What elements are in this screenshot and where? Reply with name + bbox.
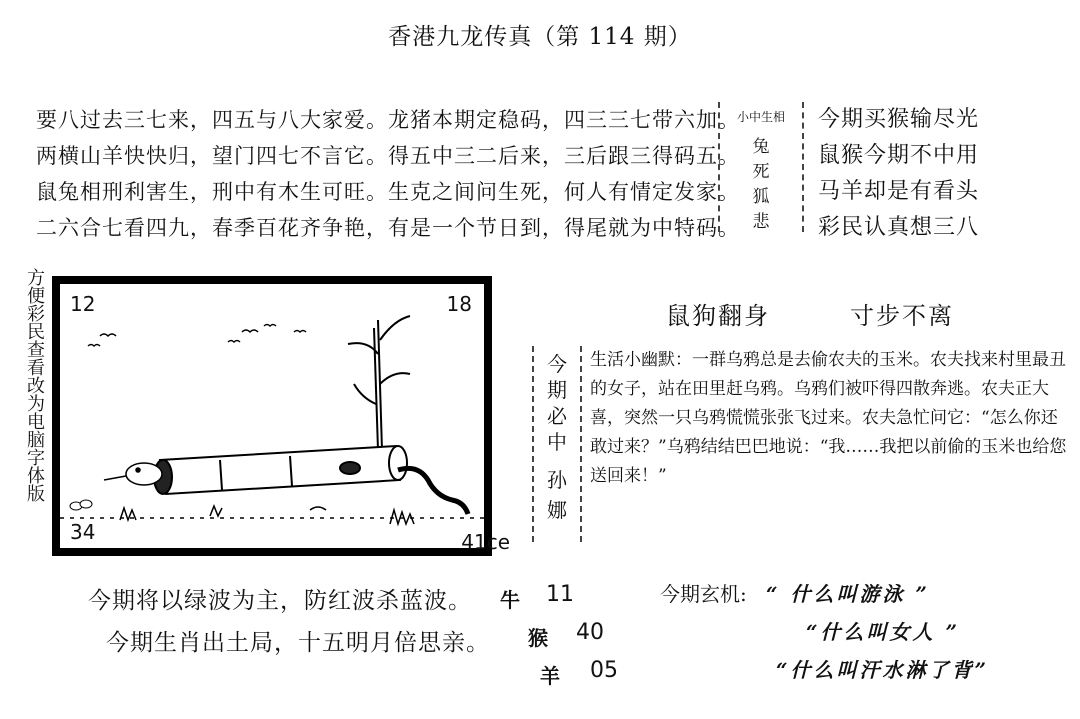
slogan-left: 鼠狗翻身	[666, 302, 770, 330]
page-title: 香港九龙传真（第 114 期）	[388, 24, 692, 50]
bottom-line-2: 今期生肖出土局，十五明月倍思亲。	[106, 630, 490, 656]
must-win-char: 今	[547, 352, 567, 376]
grass-icon	[60, 506, 484, 524]
creature-icon	[104, 463, 162, 485]
idiom-box-caption: 小中生相	[736, 110, 785, 124]
must-win-char: 中	[547, 430, 567, 454]
corner-number-top-left: 12	[70, 292, 96, 316]
idiom-char: 兔	[752, 137, 770, 157]
must-win-char: 期	[547, 378, 567, 402]
must-win-char: 孙	[547, 468, 567, 492]
slogan-right: 寸步不离	[850, 302, 954, 330]
pick-number: 11	[546, 582, 574, 607]
poem-line-1: 要八过去三七来，四五与八大家爱。龙猪本期定稳码，四三三七带六加。	[36, 108, 740, 132]
bamboo-icon	[348, 316, 410, 450]
pipe-icon	[154, 446, 407, 494]
corner-number-bottom-right: 41ce	[461, 530, 510, 554]
pick-zodiac: 羊	[540, 664, 560, 688]
riddle-line-3: “什么叫汗水淋了背”	[776, 658, 990, 682]
coins-icon	[70, 500, 92, 510]
corner-number-top-right: 18	[446, 292, 472, 316]
right-line-1: 今期买猴输尽光	[818, 107, 980, 132]
bottom-line-1: 今期将以绿波为主，防红波杀蓝波。	[88, 588, 472, 614]
pick-number: 40	[576, 620, 604, 645]
poem-line-2: 两横山羊快快归，望门四七不言它。得五中三二后来，三后跟三得码五。	[36, 144, 740, 168]
right-line-3: 马羊却是有看头	[818, 179, 980, 204]
picture-frame	[52, 276, 510, 556]
corner-number-bottom-left: 34	[70, 520, 96, 544]
must-win-char: 必	[547, 404, 567, 428]
must-win-box	[532, 346, 582, 542]
idiom-char: 死	[752, 162, 770, 182]
pick-zodiac: 猴	[528, 626, 548, 650]
right-line-2: 鼠猴今期不中用	[818, 143, 980, 168]
idiom-char: 悲	[752, 212, 770, 232]
riddle-label: 今期玄机:	[660, 582, 747, 606]
side-note: 方便彩民查看改为电脑字体版	[24, 268, 45, 502]
poem-line-3: 鼠兔相刑利害生，刑中有木生可旺。生克之间问生死，何人有情定发家。	[36, 180, 740, 204]
must-win-char: 娜	[547, 498, 567, 522]
birds-icon	[88, 325, 306, 347]
snake-icon	[398, 468, 468, 514]
scene-illustration	[60, 284, 484, 548]
humor-story: 生活小幽默：一群乌鸦总是去偷农夫的玉米。农夫找来村里最丑的女子，站在田里赶乌鸦。乌鸦们被吓得四散奔逃。农夫正大喜，突然一只乌鸦慌慌张张飞过来。农夫急忙问它：“怎么你还敢过来？”乌鸦结结巴巴地说：“我……我把以前偷的玉米也给您送回来！”	[590, 350, 1067, 486]
zodiac-idiom-box	[718, 102, 804, 232]
idiom-char: 狐	[752, 187, 770, 207]
pick-number: 05	[590, 658, 618, 683]
riddle-line-2: “什么叫女人 ”	[806, 620, 960, 644]
right-line-4: 彩民认真想三八	[818, 215, 980, 240]
riddle-line-1: “ 什么叫游泳 ”	[766, 582, 930, 606]
pick-zodiac: 牛	[500, 588, 520, 612]
poem-line-4: 二六合七看四九，春季百花齐争艳，有是一个节日到，得尾就为中特码。	[36, 216, 740, 240]
